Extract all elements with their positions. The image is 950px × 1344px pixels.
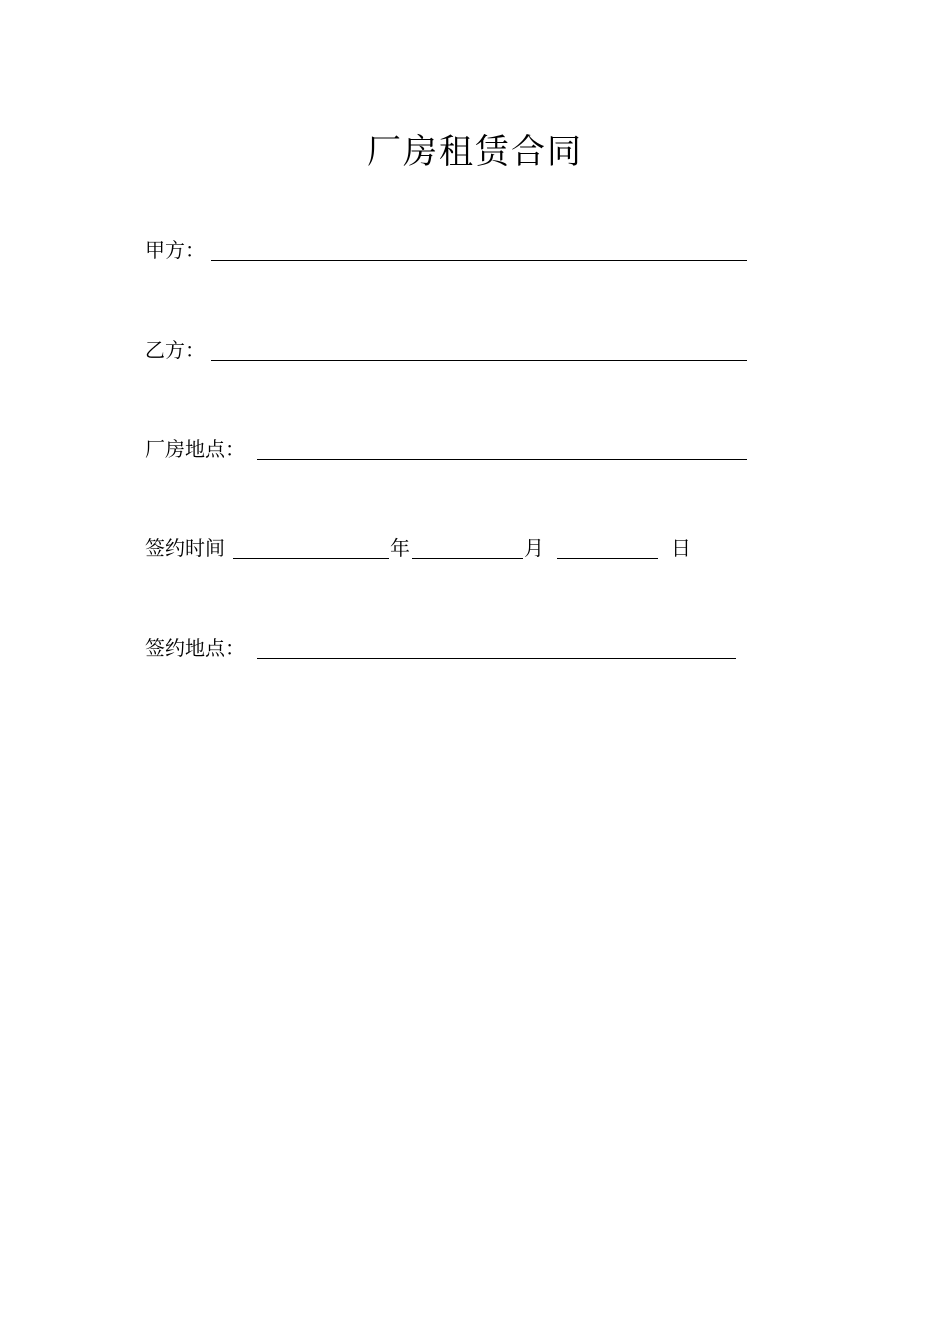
day-unit-label: 日 — [671, 536, 691, 560]
party-a-label: 甲方： — [145, 238, 205, 262]
party-b-label: 乙方： — [145, 338, 205, 362]
month-unit-label: 月 — [524, 536, 544, 560]
signing-month-blank-line[interactable] — [412, 558, 523, 559]
party-b-blank-line[interactable] — [211, 360, 747, 361]
factory-location-label: 厂房地点： — [145, 437, 245, 461]
document-title: 厂房租赁合同 — [367, 132, 583, 172]
year-unit-label: 年 — [390, 536, 410, 560]
factory-location-blank-line[interactable] — [257, 459, 747, 460]
signing-year-blank-line[interactable] — [233, 558, 389, 559]
party-a-blank-line[interactable] — [211, 260, 747, 261]
signing-time-label: 签约时间 — [145, 536, 225, 560]
signing-location-blank-line[interactable] — [257, 658, 736, 659]
signing-location-label: 签约地点： — [145, 636, 245, 660]
signing-day-blank-line[interactable] — [557, 558, 658, 559]
